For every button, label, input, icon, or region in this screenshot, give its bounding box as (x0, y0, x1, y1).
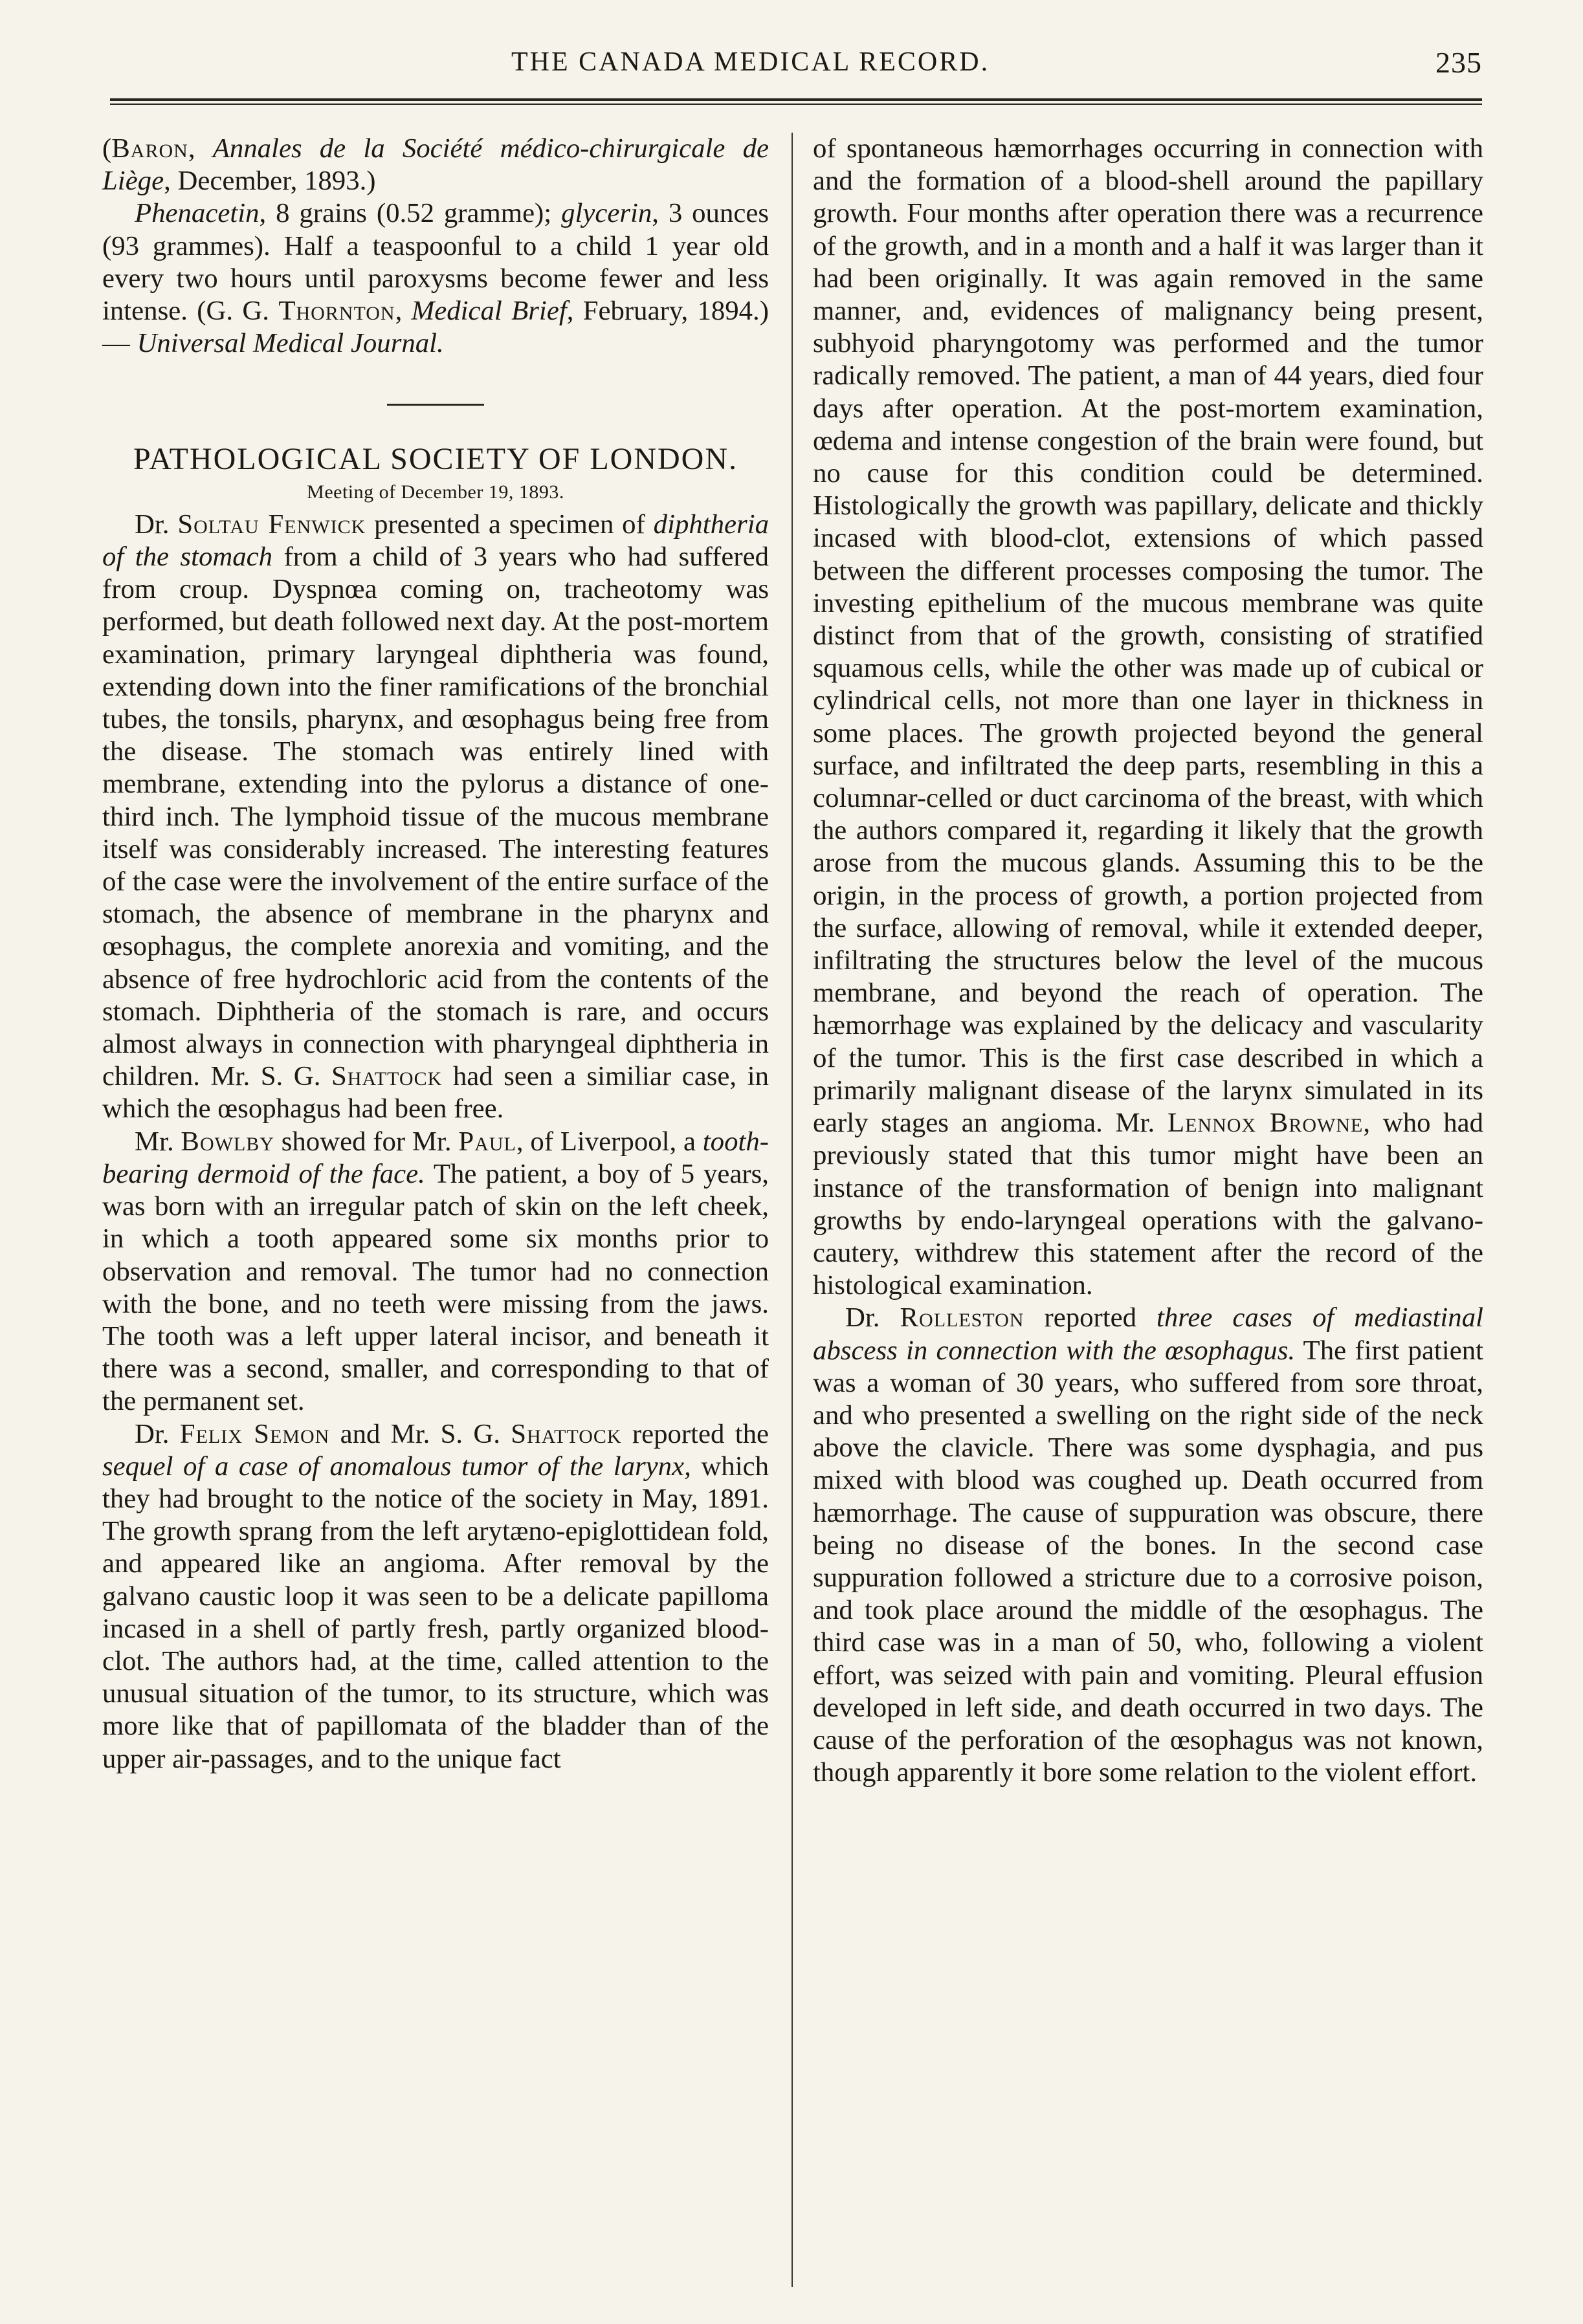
section-heading: PATHOLOGICAL SOCIETY OF LONDON. (133, 442, 738, 477)
report-paragraph (813, 133, 1483, 1302)
text-run: Dr. (845, 1302, 900, 1333)
text-run: Dr. (135, 509, 178, 540)
case-topic: diphtheria of the stomach (102, 509, 769, 573)
report-paragraph (813, 1302, 1483, 1789)
text-run: reported the (621, 1418, 769, 1449)
column-divider (792, 133, 793, 2287)
text-run: ( (102, 133, 112, 164)
section-divider-rule (387, 404, 484, 406)
presenter-name: Shattock (511, 1418, 622, 1449)
meeting-date: Meeting of December 19, 1893. (307, 481, 564, 503)
presenter-name: Rolleston (900, 1302, 1024, 1333)
text-run: presented a specimen of (366, 509, 654, 540)
left-column (102, 133, 769, 1775)
page-number: 235 (1435, 46, 1482, 79)
text-run: The first patient was a woman of 30 years, who suffered from sore throat, and who presented a swelling on the right side of the neck above the clavicle. There was some dysphagia, and pus mixed with blood was coughed up. Death occurred from hæmorrhage. The cause of suppuration was obscure, there being no disease of the bones. In the second case suppuration followed a stricture due to a corrosive poison, and took place around the middle of the œsophagus. The third case was in a man of 50, who, following a violent effort, was seized with pain and vomiting. Pleural effusion developed in left side, and death occurred in two days. The cause of the perforation of the œsophagus was not known, though apparently it bore some relation to the violent effort. (813, 1335, 1484, 1788)
presenter-name: Lennox Browne (1167, 1108, 1364, 1139)
case-topic: three cases of mediastinal abscess in connection with the œsophagus. (813, 1302, 1483, 1366)
text-run: Mr. (135, 1126, 181, 1157)
running-title: THE CANADA MEDICAL RECORD. (511, 47, 990, 77)
text-run: and Mr. S. G. (329, 1418, 511, 1449)
text-run: which they had brought to the notice of the society in May, 1891. The growth sprang from the left arytæno-epiglottidean fold, and appeared like an angioma. After removal by the galvano caustic loop it was seen to be a delicate papilloma incased in a shell of partly fresh, partly organized blood-clot. The authors had, at the time, called attention to the unusual situation of the tumor, to its structure, which was more like that of papillomata of the bladder than of the upper air-passages, and to the unique fact (102, 1451, 769, 1774)
running-header (110, 40, 1482, 92)
citation-paragraph (102, 133, 769, 197)
report-paragraph (102, 1126, 769, 1418)
right-column (813, 133, 1483, 1789)
prescription-paragraph (102, 197, 769, 360)
text-run: , February, 1894.)— (102, 296, 769, 359)
text-run: , of Liverpool, a (516, 1126, 703, 1157)
drug-name: glycerin (561, 198, 652, 229)
presenter-name: Felix Semon (179, 1418, 330, 1449)
journal-title: Medical Brief (411, 296, 567, 327)
text-run: , December, 1893.) (164, 166, 376, 197)
journal-title: Universal Medical Journal. (137, 328, 444, 359)
author-name: Thornton (278, 296, 395, 327)
text-run: from a child of 3 years who had suffered from croup. Dyspnœa coming on, tracheotomy was performed, but death followed next day. At the post-mortem examination, primary laryngeal diphtheria was found, extending down into the finer ramifications of the bronchial tubes, the tonsils, pharynx, and œsophagus being free from the disease. The stomach was entirely lined with membrane, extending into the pylorus a distance of one-third inch. The lymphoid tissue of the mucous membrane itself was considerably increased. The interesting features of the case were the involvement of the entire surface of the stomach, the absence of membrane in the pharynx and œsophagus, the complete anorexia and vomiting, and the absence of free hydrochloric acid from the contents of the stomach. Diphtheria of the stomach is rare, and occurs almost always in connection with pharyngeal diphtheria in children. Mr. S. G. (102, 542, 769, 1092)
text-run: , (395, 296, 412, 327)
text-run: , (188, 133, 213, 164)
journal-title: Annales de la Société médico-chirurgicale de Liège (102, 133, 769, 197)
text-run: of spontaneous hæmorrhages occurring in connection with and the formation of a blood-shell around the papillary growth. Four months after operation there was a recurrence of the growth, and in a month and a half it was larger than it had been originally. It was again removed in the same manner, and, evidences of malignancy being present, subhyoid pharyngotomy was performed and the tumor radically removed. The patient, a man of 44 years, died four days after operation. At the post-mortem examination, œdema and intense congestion of the brain were found, but no cause for this condition could be determined. Histologically the growth was papillary, delicate and thickly incased with blood-clot, extensions of which passed between the different processes composing the tumor. The investing epithelium of the mucous membrane was quite distinct from that of the growth, consisting of stratified squamous cells, while the other was made up of cubical or cylindrical cells, not more than one layer in thickness in some places. The growth projected beyond the general surface, and infiltrated the deep parts, resembling in this a columnar-celled or duct carcinoma of the breast, with which the authors compared it, regarding it likely that the growth arose from the mucous glands. Assuming this to be the origin, in the process of growth, a portion projected from the surface, allowing of removal, while it extended deeper, infiltrating the structures below the level of the mucous membrane, and beyond the reach of operation. The hæmorrhage was explained by the delicacy and vascularity of the tumor. This is the first case described in which a primarily malignant disease of the larynx simulated in its early stages an angioma. Mr. (813, 133, 1483, 1139)
case-topic: tooth-bearing dermoid of the face. (102, 1126, 769, 1189)
header-rule-thick (110, 98, 1482, 101)
presenter-name: Soltau Fenwick (177, 509, 366, 540)
text-run: showed for Mr. (274, 1126, 459, 1157)
presenter-name: Bowlby (181, 1126, 274, 1157)
drug-name: Phenacetin (135, 198, 260, 229)
text-run: The patient, a boy of 5 years, was born with an irregular patch of skin on the left cheek, in which a tooth appeared some six months prior to observation and removal. The tumor had no connection with the bone, and no teeth were missing from the jaws. The tooth was a left upper lateral incisor, and beneath it there was a second, smaller, and corresponding to that of the permanent set. (102, 1158, 769, 1417)
text-run: had seen a similiar case, in which the œsophagus had been free. (102, 1061, 769, 1124)
presenter-name: Paul (458, 1126, 516, 1157)
header-rule-thin (110, 104, 1482, 105)
text-run: reported (1024, 1302, 1157, 1333)
text-run: , 3 ounces (93 grammes). Half a teaspoonful to a child 1 year old every two hours until paroxysms become fewer and less intense. (G. G. (102, 198, 769, 327)
report-paragraph (102, 1418, 769, 1775)
text-run: , who had previously stated that this tumor might have been an instance of the transformation of benign into malignant growths by endo-laryngeal operations with the galvano-cautery, withdrew this statement after the record of the histological examination. (813, 1108, 1484, 1301)
author-name: Baron (111, 133, 188, 164)
presenter-name: Shattock (331, 1061, 443, 1092)
text-run: , 8 grains (0.52 gramme); (259, 198, 562, 229)
case-topic: sequel of a case of anomalous tumor of the larynx, (102, 1451, 691, 1482)
text-run: Dr. (135, 1418, 180, 1449)
report-paragraph (102, 509, 769, 1126)
